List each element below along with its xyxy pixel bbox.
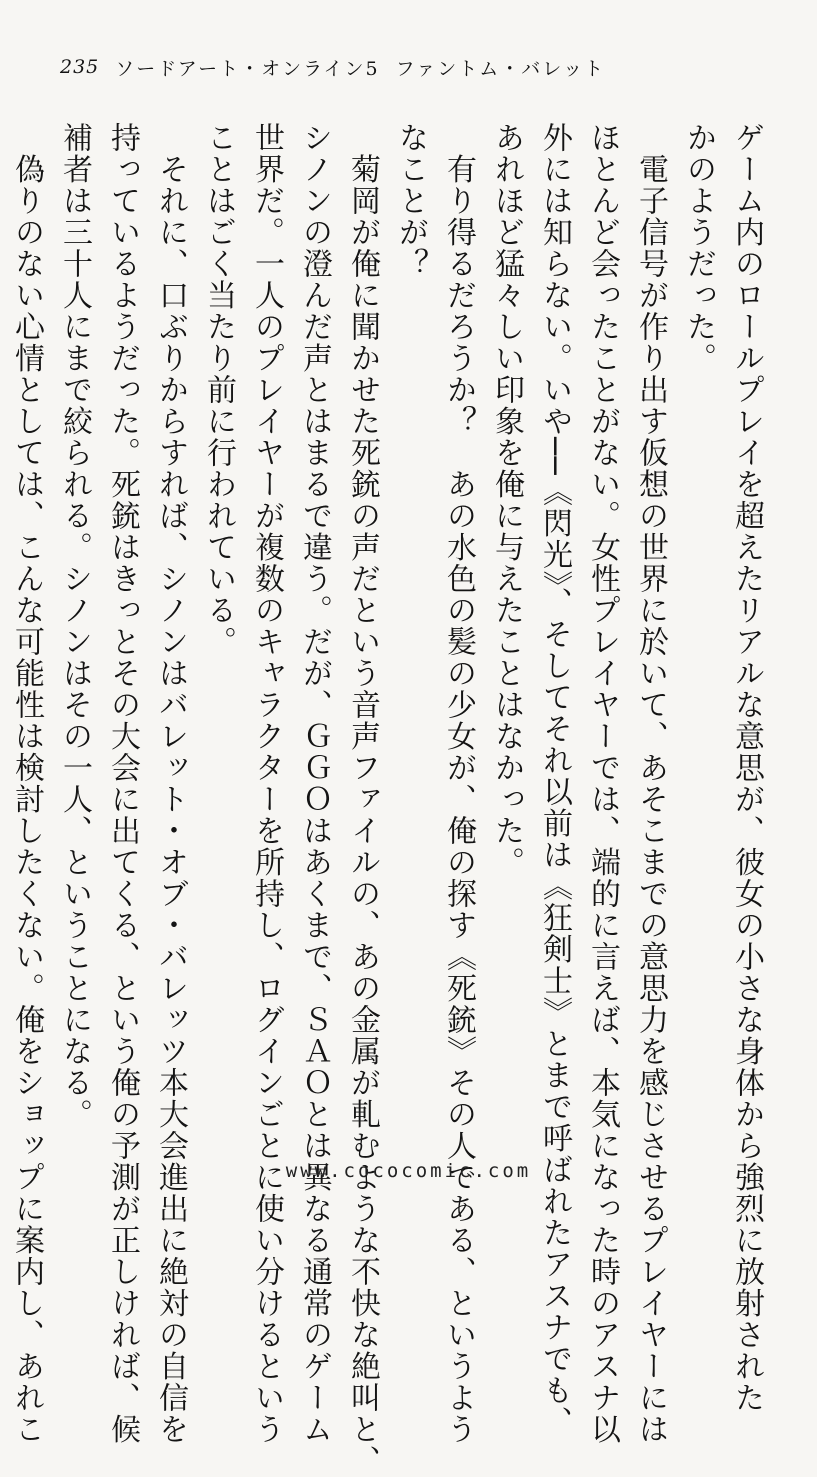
- text-column: 外には知らない。いや──《閃光》、そしてそれ以前は《狂剣士》とまで呼ばれたアスナでも、: [537, 122, 572, 1438]
- page-number: 235: [60, 56, 100, 78]
- text-column: 有り得るだろうか？ あの水色の髪の少女が、俺の探す《死銃》その人である、というよう: [441, 122, 476, 1445]
- running-header: [60, 50, 605, 84]
- text-column: 補者は三十人にまで絞られる。シノンはその一人、ということになる。: [57, 122, 92, 1130]
- text-column: シノンの澄んだ声とはまるで違う。だが、ＧＧＯはあくまで、ＳＡＯとは異なる通常のゲーム: [297, 122, 332, 1445]
- text-column: ほとんど会ったことがない。女性プレイヤーでは、端的に言えば、本気になった時のアスナ以: [585, 122, 620, 1445]
- text-column: 世界だ。一人のプレイヤーが複数のキャラクターを所持し、ログインごとに使い分けるという: [249, 122, 284, 1445]
- series-title: ソードアート・オンライン5: [115, 57, 380, 80]
- text-column: なことが？: [393, 122, 428, 280]
- text-column: ことはごく当たり前に行われている。: [201, 122, 236, 658]
- text-column: ゲーム内のロールプレイを超えたリアルな意思が、彼女の小さな身体から強烈に放射された: [729, 122, 764, 1414]
- text-column: 偽りのない心情としては、こんな可能性は検討したくない。俺をショップに案内し、あれこ: [9, 122, 44, 1445]
- watermark-url: www.cococomic.com: [285, 1160, 532, 1182]
- text-column: 菊岡が俺に聞かせた死銃の声だという音声ファイルの、あの金属が軋むような不快な絶叫と、: [345, 122, 380, 1477]
- text-column: あれほど猛々しい印象を俺に与えたことはなかった。: [489, 122, 524, 878]
- text-column: [0, 122, 2, 1062]
- text-column: それに、口ぶりからすれば、シノンはバレット・オブ・バレッツ本大会進出に絶対の自信を: [153, 122, 188, 1445]
- text-column: 持っているようだった。死銃はきっとその大会に出てくる、という俺の予測が正しければ、候: [105, 122, 140, 1445]
- volume-title: ファントム・バレット: [395, 57, 606, 80]
- text-column: かのようだった。: [681, 122, 716, 374]
- text-column: 電子信号が作り出す仮想の世界に於いて、あそこまでの意思力を感じさせるプレイヤーには: [633, 122, 668, 1445]
